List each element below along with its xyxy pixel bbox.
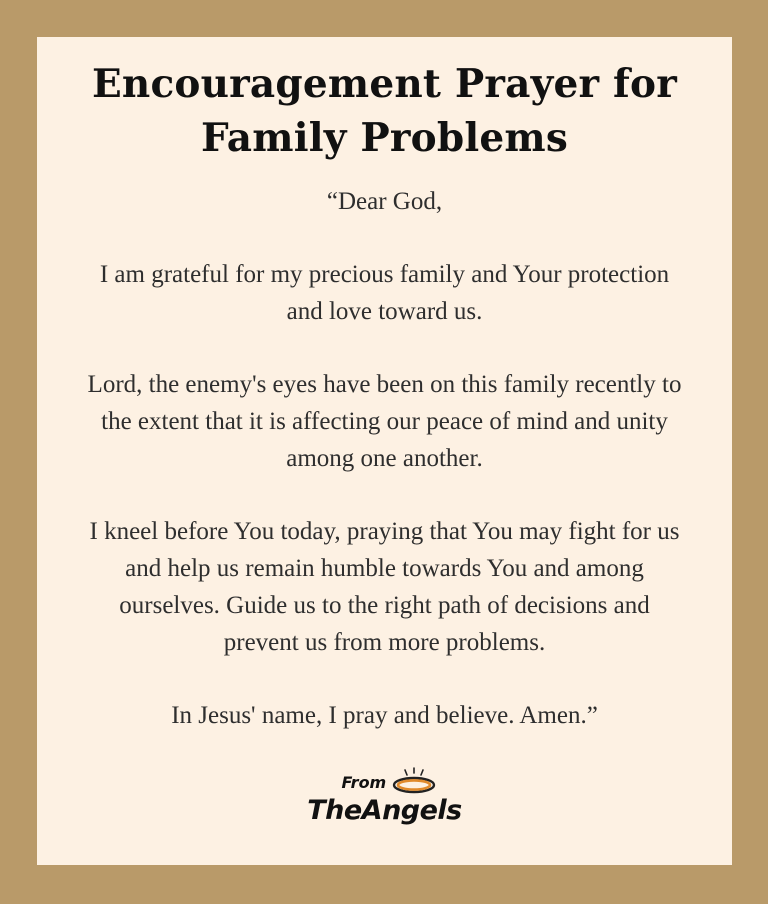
prayer-paragraph-request [57,513,712,661]
title-line-2: Family Problems [201,115,568,161]
prayer-line: and help us remain humble towards You and among [125,555,644,582]
prayer-line: and love toward us. [286,298,483,325]
prayer-line: I kneel before You today, praying that You may fight for us [89,518,680,545]
prayer-line: the extent that it is affecting our peace of mind and unity [101,408,668,435]
prayer-closing [57,697,712,734]
prayer-card [37,37,732,865]
prayer-paragraph-enemy [57,366,712,477]
title-line-1: Encouragement Prayer for [91,61,677,107]
prayer-line: I am grateful for my precious family and Your protection [99,261,670,288]
prayer-line: Lord, the enemy's eyes have been on this family recently to [87,371,682,398]
prayer-greeting [57,183,712,220]
halo-icon [388,767,440,795]
prayer-line: ourselves. Guide us to the right path of decisions and [119,592,650,619]
prayer-paragraph-gratitude [57,256,712,330]
logo-from-text: From [341,773,387,792]
prayer-line: among one another. [286,445,483,472]
prayer-body [57,183,712,734]
prayer-line: “Dear God, [326,188,443,215]
logo-name-text: TheAngels [307,795,462,826]
prayer-line: In Jesus' name, I pray and believe. Amen.” [171,702,598,729]
prayer-line: prevent us from more problems. [223,629,546,656]
page-title [57,57,712,165]
from-the-angels-logo [37,767,732,837]
